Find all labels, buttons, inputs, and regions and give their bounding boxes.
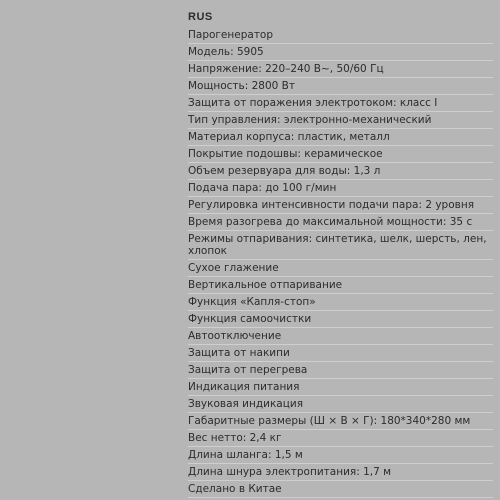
- spec-power: Мощность: 2800 Вт: [188, 78, 493, 95]
- language-label: RUS: [188, 11, 213, 23]
- spec-voltage: Напряжение: 220–240 В~, 50/60 Гц: [188, 61, 493, 78]
- spec-dry-ironing: Сухое глажение: [188, 260, 493, 277]
- spec-cord-length: Длина шнура электропитания: 1,7 м: [188, 464, 493, 481]
- spec-protection-class: Защита от поражения электротоком: класс I: [188, 95, 493, 112]
- spec-heatup-time: Время разогрева до максимальной мощности: 35 с: [188, 214, 493, 231]
- spec-anti-scale: Защита от накипи: [188, 345, 493, 362]
- spec-sound-indicator: Звуковая индикация: [188, 396, 493, 413]
- spec-made-in: Сделано в Китае: [188, 481, 493, 498]
- spec-self-clean: Функция самоочистки: [188, 311, 493, 328]
- spec-dimensions: Габаритные размеры (Ш × В × Г): 180*340*280 мм: [188, 413, 493, 430]
- spec-steam-levels: Регулировка интенсивности подачи пара: 2 уровня: [188, 197, 493, 214]
- spec-model: Модель: 5905: [188, 44, 493, 61]
- spec-sheet: [188, 10, 493, 498]
- spec-net-weight: Вес нетто: 2,4 кг: [188, 430, 493, 447]
- spec-list: [188, 27, 493, 498]
- spec-overheat-protection: Защита от перегрева: [188, 362, 493, 379]
- spec-vertical-steam: Вертикальное отпаривание: [188, 277, 493, 294]
- spec-water-tank: Объем резервуара для воды: 1,3 л: [188, 163, 493, 180]
- spec-auto-off: Автоотключение: [188, 328, 493, 345]
- spec-power-indicator: Индикация питания: [188, 379, 493, 396]
- spec-soleplate-coating: Покрытие подошвы: керамическое: [188, 146, 493, 163]
- spec-product-type: Парогенератор: [188, 27, 493, 44]
- spec-steam-modes: Режимы отпаривания: синтетика, шелк, шерсть, лен, хлопок: [188, 231, 493, 260]
- spec-steam-output: Подача пара: до 100 г/мин: [188, 180, 493, 197]
- spec-hose-length: Длина шланга: 1,5 м: [188, 447, 493, 464]
- spec-body-material: Материал корпуса: пластик, металл: [188, 129, 493, 146]
- spec-anti-drip: Функция «Капля-стоп»: [188, 294, 493, 311]
- spec-control-type: Тип управления: электронно-механический: [188, 112, 493, 129]
